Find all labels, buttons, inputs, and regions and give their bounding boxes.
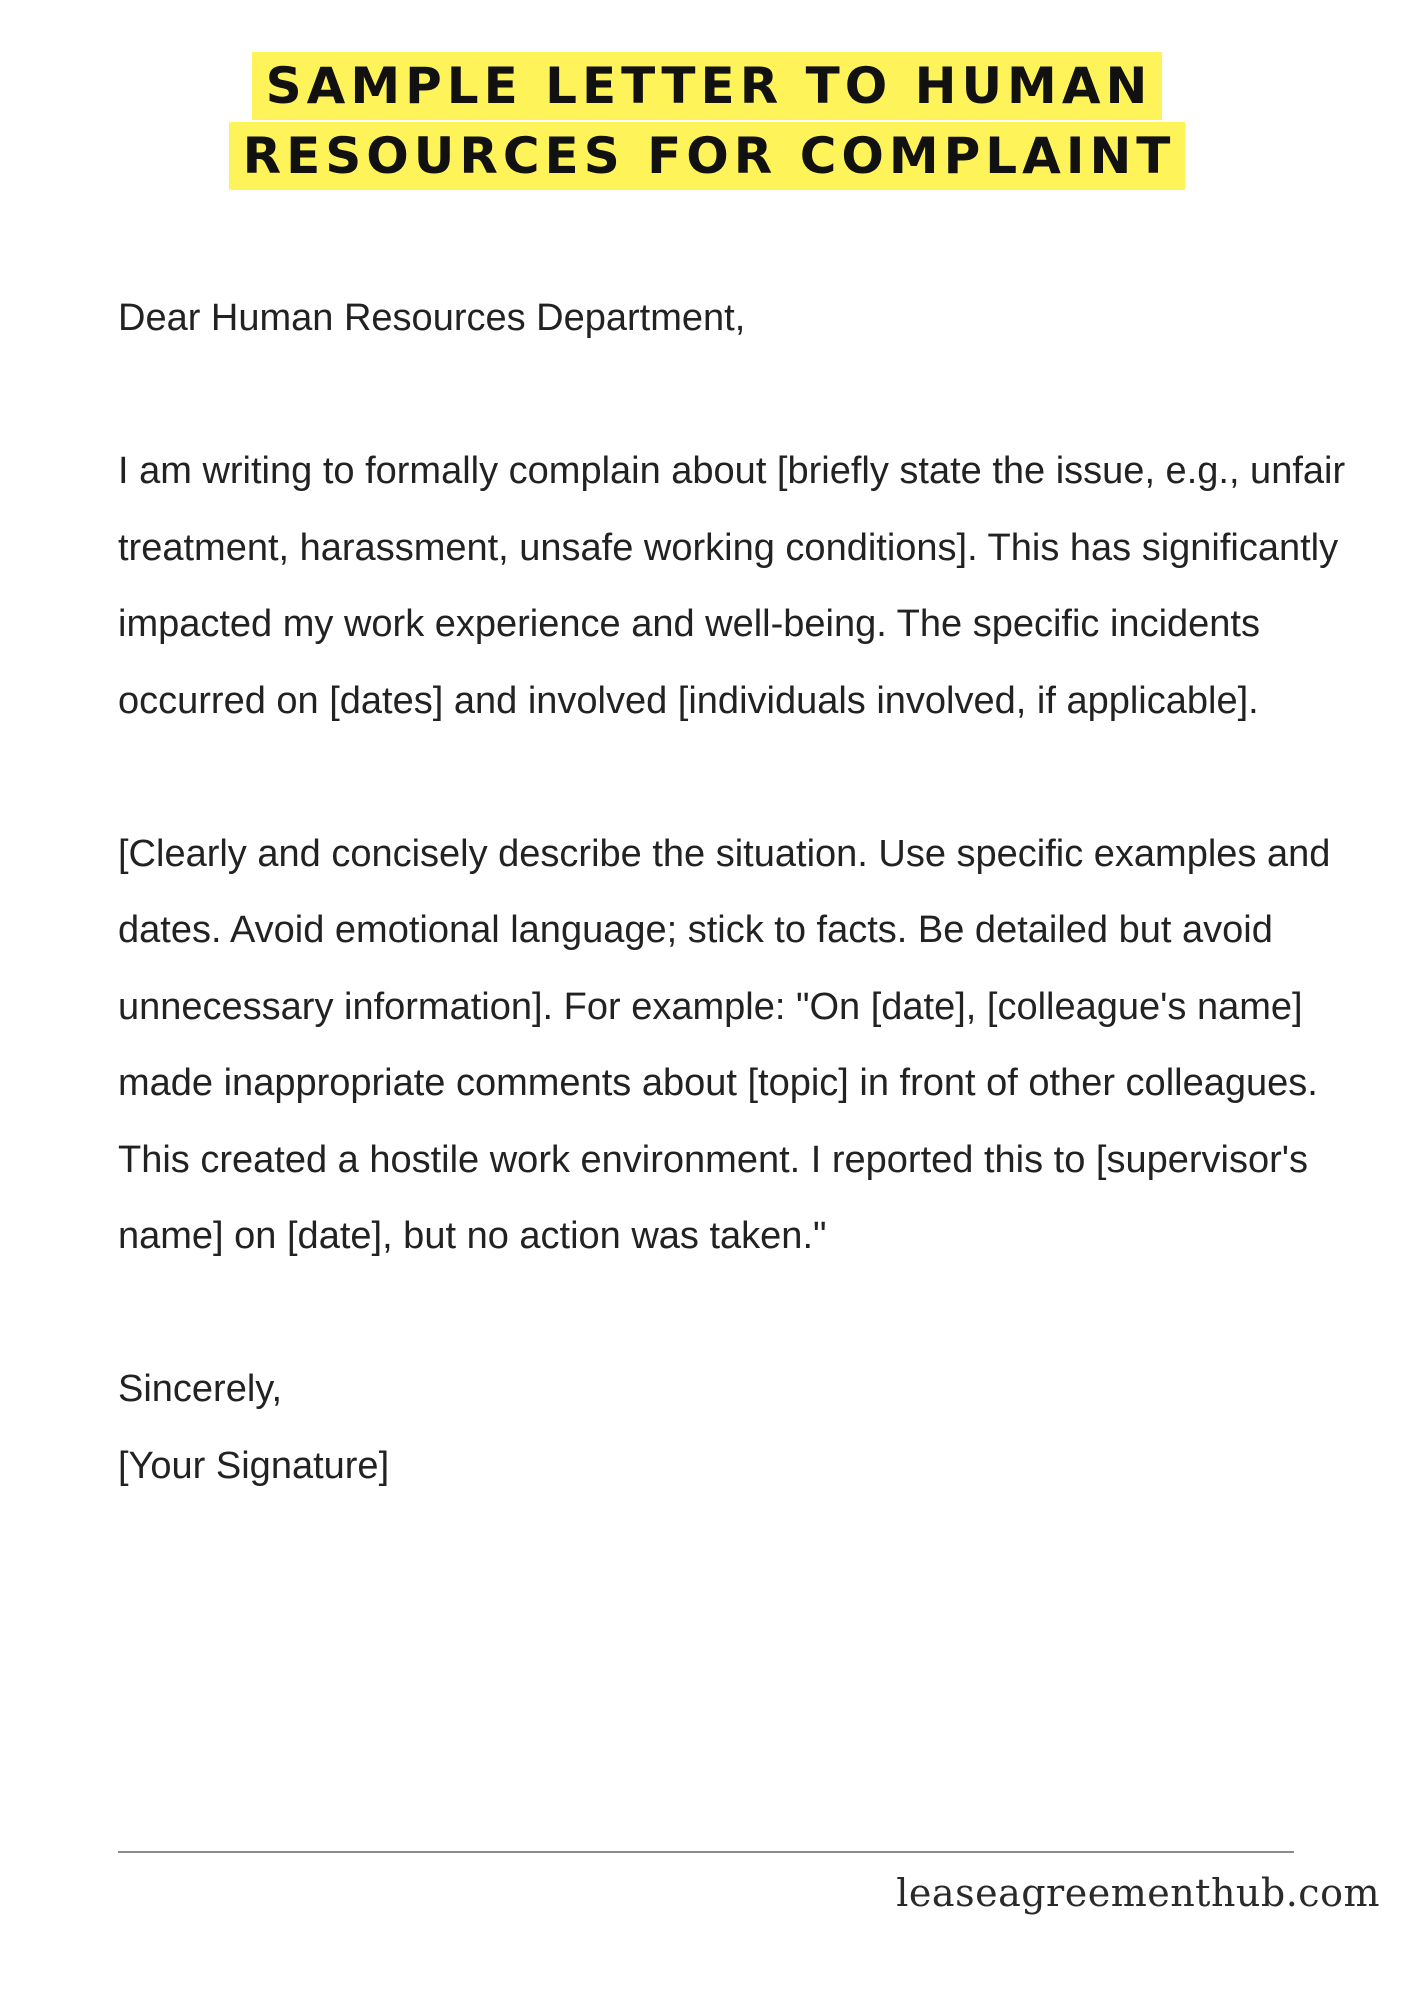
paragraph-spacer (118, 739, 1348, 816)
paragraph-details: [Clearly and concisely describe the situation. Use specific examples and dates. Avoid emotional language; stick to facts. Be detailed but avoid unnecessary information]. For example: "On [date], [colleague's name] made inappropriate comments about [topic] in front of other colleagues. This created a hostile work environment. I reported this to [supervisor's name] on [date], but no action was taken." (118, 832, 1331, 1257)
title-line-1: SAMPLE LETTER TO HUMAN (252, 52, 1163, 120)
document-title (0, 52, 1414, 192)
paragraph-spacer (118, 1275, 1348, 1352)
footer-divider (118, 1851, 1294, 1853)
title-line-2: RESOURCES FOR COMPLAINT (229, 122, 1186, 190)
paragraph-intro: I am writing to formally complain about [briefly state the issue, e.g., unfair treatment, harassment, unsafe working conditions]. This has significantly impacted my work experience and well-being. The specific incidents occurred on [dates] and involved [individuals involved, if applicable]. (118, 450, 1346, 722)
signature-placeholder: [Your Signature] (118, 1444, 390, 1487)
footer-website: leaseagreementhub.com (896, 1871, 1380, 1915)
closing: Sincerely, (118, 1368, 283, 1410)
salutation: Dear Human Resources Department, (118, 297, 746, 339)
letter-body (118, 280, 1348, 1504)
paragraph-spacer (118, 357, 1348, 434)
